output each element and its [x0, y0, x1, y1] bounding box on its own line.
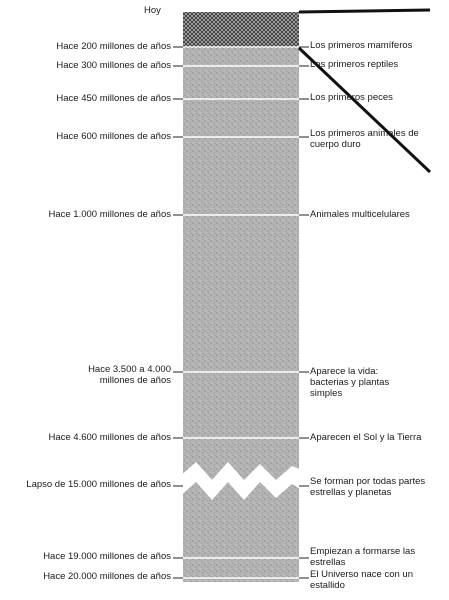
label-left-15000: Lapso de 15.000 millones de años — [26, 479, 171, 490]
label-left-450: Hace 450 millones de años — [56, 93, 171, 104]
label-hoy: Hoy — [144, 5, 161, 16]
label-right-stars-begin: Empiezan a formarse las estrellas — [310, 546, 416, 568]
label-left-200: Hace 200 millones de años — [56, 41, 171, 52]
label-left-3500: Hace 3.500 a 4.000 millones de años — [88, 364, 171, 386]
label-left-4600: Hace 4.600 millones de años — [48, 432, 171, 443]
label-left-600: Hace 600 millones de años — [56, 131, 171, 142]
label-right-stars-planets: Se forman por todas partes estrellas y planetas — [310, 476, 426, 498]
hoy-top-line — [299, 10, 430, 12]
label-right-universe: El Universo nace con un estallido — [310, 569, 413, 591]
label-left-19000: Hace 19.000 millones de años — [43, 551, 171, 562]
recent-era-band — [183, 12, 299, 48]
label-right-reptiles: Los primeros reptiles — [310, 59, 399, 70]
label-left-20000: Hace 20.000 millones de años — [43, 571, 171, 582]
label-right-sun-earth: Aparecen el Sol y la Tierra — [310, 432, 422, 443]
label-left-1000: Hace 1.000 millones de años — [48, 209, 171, 220]
label-right-mammals: Los primeros mamíferos — [310, 40, 413, 51]
label-right-life: Aparece la vida: bacterias y plantas simples — [310, 366, 390, 399]
label-right-hard-bodied: Los primeros animales de cuerpo duro — [310, 128, 419, 150]
label-right-multicellular: Animales multicelulares — [310, 209, 410, 220]
label-right-fish: Los primeros peces — [310, 92, 393, 103]
label-left-300: Hace 300 millones de años — [56, 60, 171, 71]
